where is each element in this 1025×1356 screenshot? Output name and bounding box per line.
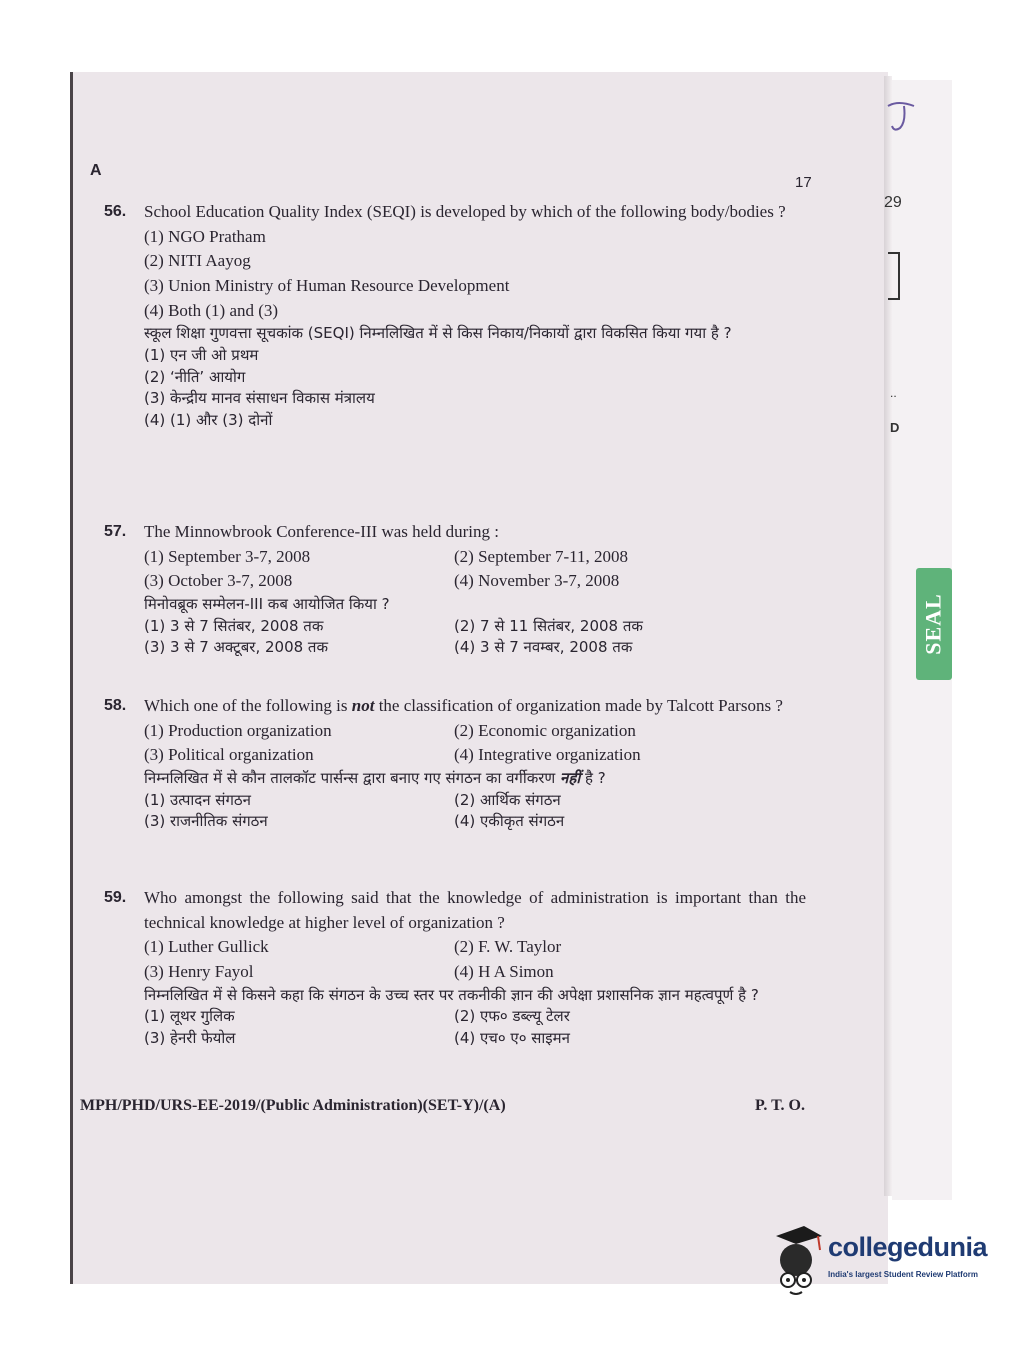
- option-hi: (3) हेनरी फेयोल: [144, 1029, 236, 1048]
- option-hi: (3) केन्द्रीय मानव संसाधन विकास मंत्रालय: [144, 389, 375, 408]
- brand-tagline: India's largest Student Review Platform: [828, 1270, 978, 1279]
- margin-dots: ..: [890, 386, 897, 400]
- set-letter: A: [90, 162, 102, 179]
- option: (2) NITI Aayog: [144, 251, 251, 271]
- page-number: 17: [795, 174, 812, 191]
- option: (3) Henry Fayol: [144, 961, 254, 981]
- option-hi: (4) (1) और (3) दोनों: [144, 411, 273, 430]
- option-hi: (3) 3 से 7 अक्टूबर, 2008 तक: [144, 638, 328, 657]
- handwritten-mark-icon: [884, 98, 920, 136]
- question-57: [104, 520, 806, 659]
- question-number: 56.: [104, 203, 127, 220]
- question-56: [104, 200, 806, 432]
- option: (3) October 3-7, 2008: [144, 571, 293, 591]
- option: (2) F. W. Taylor: [454, 937, 562, 957]
- question-text-en: Which one of the following is not the classification of organization made by Talcott Parsons ?: [144, 696, 783, 715]
- option: (3) Union Ministry of Human Resource Development: [144, 275, 510, 295]
- option-hi: (1) लूथर गुलिक: [144, 1007, 235, 1026]
- option: (2) Economic organization: [454, 720, 636, 740]
- question-text-en: The Minnowbrook Conference-III was held during :: [144, 522, 500, 541]
- option: (1) September 3-7, 2008: [144, 546, 311, 566]
- option-hi: (4) एच० ए० साइमन: [454, 1029, 570, 1048]
- emphasis-not: not: [351, 696, 375, 715]
- page-footer: [80, 1097, 805, 1115]
- question-text-hi: निम्नलिखित में से कौन तालकॉट पार्सन्स द्वारा बनाए गए संगठन का वर्गीकरण नहीं है ?: [144, 768, 606, 787]
- seal-label: SEAL: [916, 568, 952, 680]
- question-text-hi: मिनोवब्रूक सम्मेलन-III कब आयोजित किया ?: [144, 594, 390, 613]
- pto-label: P. T. O.: [755, 1097, 805, 1114]
- mascot-icon: [770, 1222, 826, 1302]
- option: (4) Integrative organization: [454, 745, 641, 765]
- option-hi: (2) 7 से 11 सितंबर, 2008 तक: [454, 616, 643, 635]
- page-edge: [884, 76, 892, 1196]
- option: (1) Luther Gullick: [144, 937, 269, 957]
- emphasis-nahi: नहीं: [560, 768, 581, 787]
- option: (4) H A Simon: [454, 961, 554, 981]
- option: (1) NGO Pratham: [144, 226, 266, 246]
- question-text-hi: स्कूल शिक्षा गुणवत्ता सूचकांक (SEQI) निम्नलिखित में से किस निकाय/निकायों द्वारा विकसित किया गया है ?: [144, 324, 732, 343]
- margin-bracket: [888, 252, 900, 300]
- option-hi: (1) उत्पादन संगठन: [144, 790, 251, 809]
- question-text-en: School Education Quality Index (SEQI) is developed by which of the following body/bodies ?: [144, 202, 786, 221]
- option-hi: (4) 3 से 7 नवम्बर, 2008 तक: [454, 638, 633, 657]
- option-hi: (1) एन जी ओ प्रथम: [144, 345, 259, 364]
- margin-number: 29: [884, 194, 902, 211]
- question-number: 57.: [104, 523, 127, 540]
- option-hi: (2) एफ० डब्ल्यू टेलर: [454, 1007, 570, 1026]
- question-58: [104, 694, 806, 833]
- option-hi: (2) ‘नीति’ आयोग: [144, 367, 246, 386]
- paper-code: MPH/PHD/URS-EE-2019/(Public Administration)(SET-Y)/(A): [80, 1097, 506, 1114]
- option-hi: (3) राजनीतिक संगठन: [144, 812, 268, 831]
- question-text-en: Who amongst the following said that the knowledge of administration is important than the technical knowledge at higher level of organization ?: [144, 888, 806, 932]
- question-text-hi: निम्नलिखित में से किसने कहा कि संगठन के उच्च स्तर पर तकनीकी ज्ञान की अपेक्षा प्रशासनिक ज्ञान महत्वपूर्ण है ?: [144, 985, 759, 1004]
- collegedunia-logo: [770, 1222, 1000, 1317]
- margin-letter: D: [890, 420, 900, 435]
- option: (4) Both (1) and (3): [144, 300, 279, 320]
- brand-name: collegedunia: [828, 1232, 988, 1262]
- option-hi: (4) एकीकृत संगठन: [454, 812, 565, 831]
- option: (2) September 7-11, 2008: [454, 546, 629, 566]
- option-hi: (1) 3 से 7 सितंबर, 2008 तक: [144, 616, 324, 635]
- option: (1) Production organization: [144, 720, 332, 740]
- option: (3) Political organization: [144, 745, 314, 765]
- option: (4) November 3-7, 2008: [454, 571, 620, 591]
- question-59: [104, 886, 806, 1050]
- option-hi: (2) आर्थिक संगठन: [454, 790, 561, 809]
- question-number: 58.: [104, 697, 127, 714]
- question-number: 59.: [104, 889, 127, 906]
